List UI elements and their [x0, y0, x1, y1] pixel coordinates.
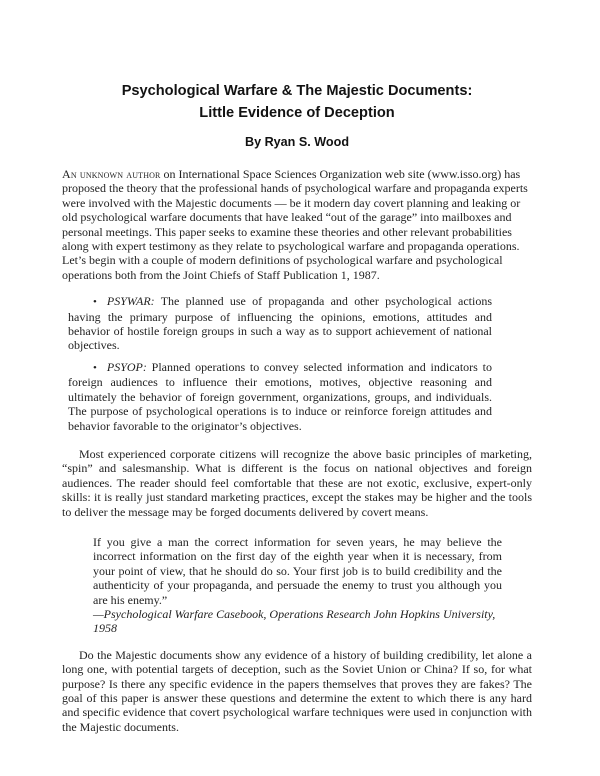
byline: By Ryan S. Wood: [244, 135, 350, 149]
definitions-bullet-list: [62, 294, 532, 433]
smallcaps-lead: An unknown author: [62, 167, 161, 181]
quote-attribution: —Psychological Warfare Casebook, Operations Research John Hopkins University, 1958: [93, 606, 496, 636]
document-title: [62, 80, 532, 124]
intro-text: on International Space Sciences Organization web site (www.isso.org) has proposed the theory that the professional hands of psychological warfare and propaganda experts were involved with the Majestic documents — be it modern day covert planning and leaking or old psychological warfare documents that have leaked “out of the garage” into mailboxes and personal meetings. This paper seeks to examine these theories and other relevant probabilities along with expert testimony as they relate to psychological warfare and propaganda operations. Let’s begin with a couple of modern definitions of psychological warfare and psychological operations both from the Joint Chiefs of Staff Publication 1, 1987.: [62, 167, 528, 282]
bullet-item-psywar: [68, 294, 492, 353]
marketing-paragraph: Most experienced corporate citizens will recognize the above basic principles of marketing, “spin” and salesmanship. What is different is the focus on national objectives and foreign audiences. The reader should feel comfortable that these are not exotic, exclusive, expert-only skills: it is really just standard marketing practices, except the stakes may be higher and the tools to deliver the message may be forged documents delivered by covert means.: [62, 446, 532, 519]
closing-paragraph: Do the Majestic documents show any evidence of a history of building credibility, let alone a long one, with potential targets of deception, such as the Soviet Union or China? If so, for what purpose? Is there any specific evidence in the papers themselves that proves they are fakes? The goal of this paper is answer these questions and determine the extent to which there is any hard and specific evidence that covert psychological warfare techniques were used in conjunction with the Majestic documents.: [62, 647, 532, 734]
bullet-icon: •: [93, 361, 97, 374]
document-body: [62, 167, 532, 734]
bullet-text-psywar: The planned use of propaganda and other psychological actions having the primary purpose of influencing the opinions, emotions, attitudes and behavior of hostile foreign groups in such a way as to support achievement of national objectives.: [68, 294, 492, 353]
title-line-1: Psychological Warfare & The Majestic Documents:: [121, 83, 473, 99]
title-line-2: Little Evidence of Deception: [199, 105, 395, 121]
bullet-term-psyop: PSYOP:: [106, 359, 147, 374]
bullet-icon: •: [93, 296, 97, 309]
block-quote: [93, 535, 502, 636]
bullet-item-psyop: [68, 360, 492, 433]
bullet-term-psywar: PSYWAR:: [106, 294, 155, 309]
quote-text: If you give a man the correct information for seven years, he may believe the incorrect information on the first day of the eighth year when it is necessary, from your point of view, that he should do so. Your first job is to build credibility and the authenticity of your propaganda, and persuade the enemy to trust you although you are his enemy.”: [93, 534, 502, 607]
intro-paragraph: [62, 167, 532, 282]
bullet-text-psyop: Planned operations to convey selected information and indicators to foreign audiences to influence their emotions, motives, objective reasoning and ultimately the behavior of foreign government, organizations, groups, and individuals. The purpose of psychological operations is to induce or reinforce foreign attitudes and behavior favorable to the originator’s objectives.: [68, 359, 492, 433]
